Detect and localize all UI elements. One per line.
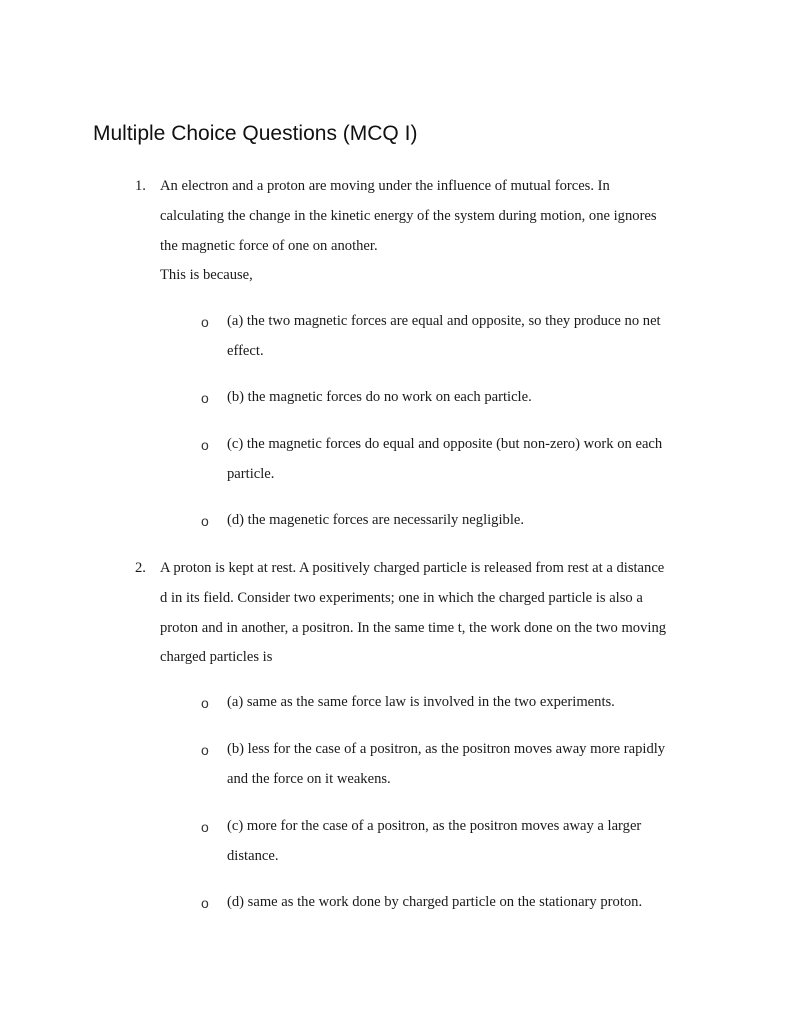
bullet-icon: o	[201, 513, 209, 529]
option-text-line: (a) same as the same force law is involved in the two experiments.	[227, 694, 615, 710]
option-text-line: (a) the two magnetic forces are equal and opposite, so they produce no net	[227, 313, 661, 329]
question-text-line: calculating the change in the kinetic energy of the system during motion, one ignores	[160, 208, 657, 224]
bullet-icon: o	[201, 742, 209, 758]
question-text-line: A proton is kept at rest. A positively charged particle is released from rest at a distance	[160, 560, 665, 576]
option-text-line: (d) the magenetic forces are necessarily negligible.	[227, 512, 525, 528]
bullet-icon: o	[201, 437, 209, 453]
question-text-line: charged particles is	[160, 649, 273, 665]
option-text-line: (c) more for the case of a positron, as the positron moves away a larger	[227, 818, 642, 834]
option-text-line: (b) the magnetic forces do no work on each particle.	[227, 389, 532, 405]
bullet-icon: o	[201, 895, 209, 911]
question-number: 1.	[135, 178, 146, 194]
bullet-icon: o	[201, 695, 209, 711]
question-text-line: An electron and a proton are moving under the influence of mutual forces. In	[160, 178, 610, 194]
option-text-line: distance.	[227, 848, 279, 864]
question-text-line: the magnetic force of one on another.	[160, 238, 378, 254]
option-text-line: particle.	[227, 466, 275, 482]
option-text-line: effect.	[227, 343, 264, 359]
option-text-line: (d) same as the work done by charged particle on the stationary proton.	[227, 894, 643, 910]
bullet-icon: o	[201, 314, 209, 330]
bullet-icon: o	[201, 390, 209, 406]
page-title: Multiple Choice Questions (MCQ I)	[93, 122, 418, 145]
question-text-line: d in its field. Consider two experiments; one in which the charged particle is also a	[160, 590, 643, 606]
question-number: 2.	[135, 560, 146, 576]
option-text-line: and the force on it weakens.	[227, 771, 391, 787]
question-text-line: proton and in another, a positron. In the same time t, the work done on the two moving	[160, 620, 667, 636]
option-text-line: (b) less for the case of a positron, as the positron moves away more rapidly	[227, 741, 666, 757]
option-text-line: (c) the magnetic forces do equal and opposite (but non-zero) work on each	[227, 436, 663, 452]
bullet-icon: o	[201, 819, 209, 835]
question-text-line: This is because,	[160, 267, 253, 283]
